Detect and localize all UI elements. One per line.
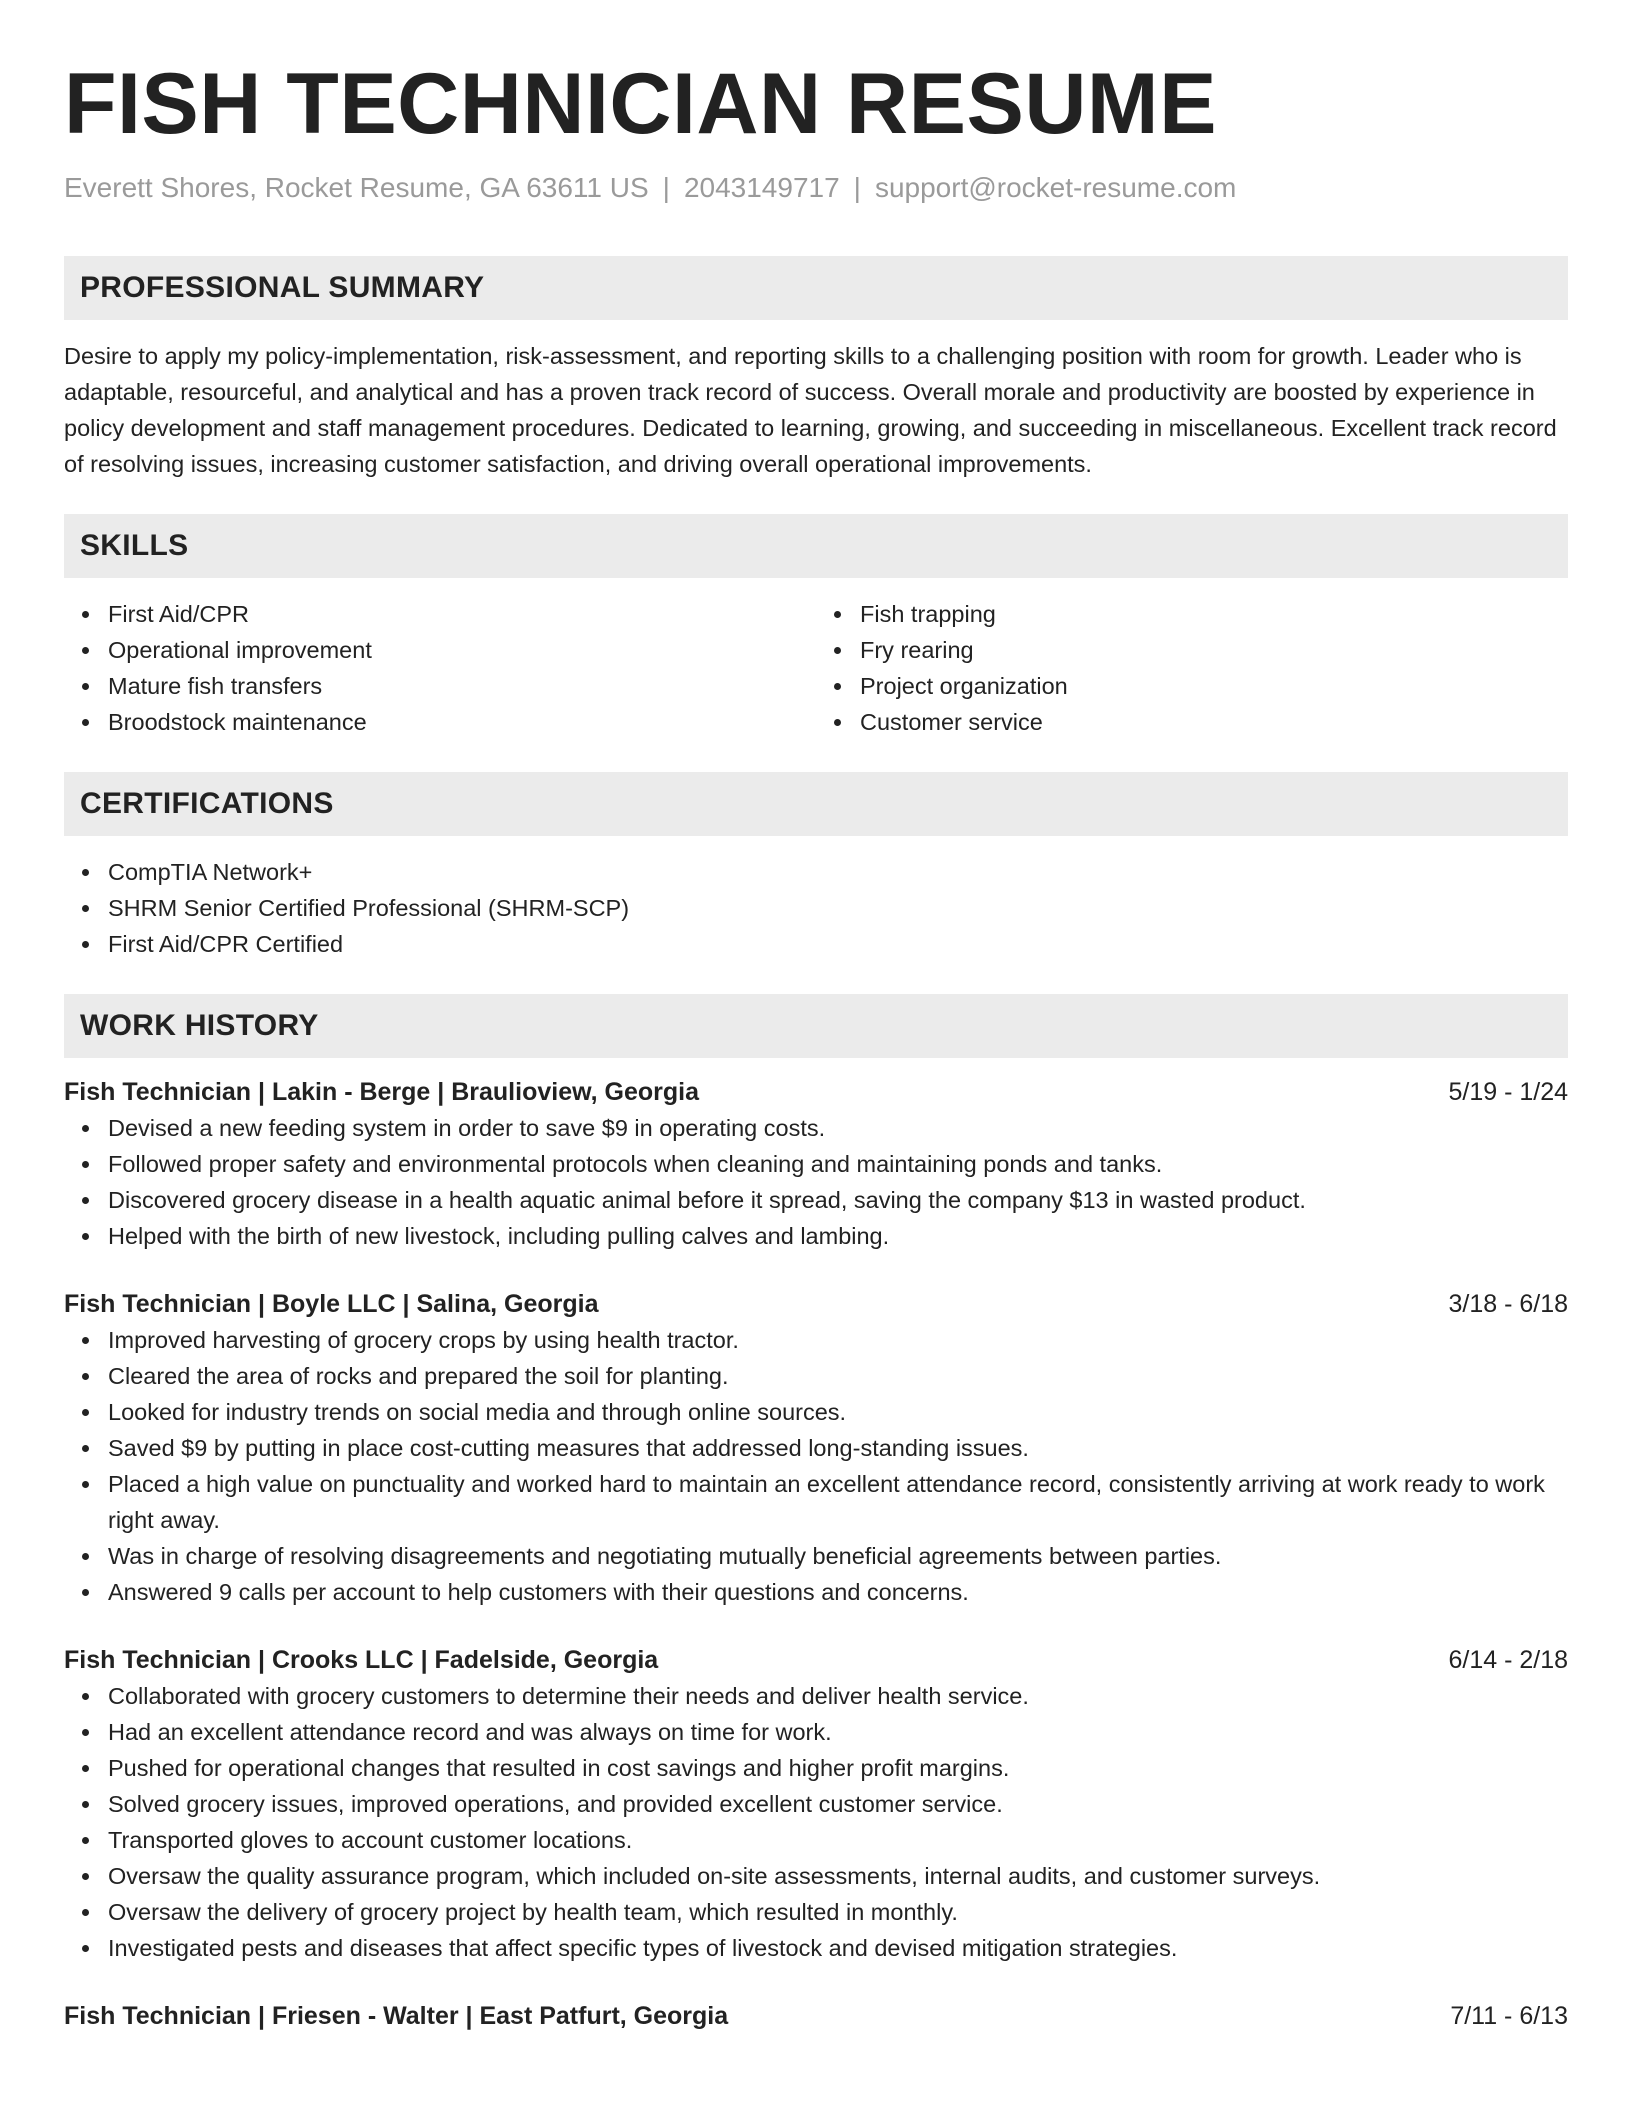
job-dates: 5/19 - 1/24 [1448, 1078, 1568, 1106]
list-item: Pushed for operational changes that resulted in cost savings and higher profit margins. [64, 1750, 1568, 1786]
resume-title: FISH TECHNICIAN RESUME [64, 56, 1217, 152]
contact-separator: | [853, 172, 861, 203]
list-item: Improved harvesting of grocery crops by using health tractor. [64, 1322, 1568, 1358]
list-item: Solved grocery issues, improved operations, and provided excellent customer service. [64, 1786, 1568, 1822]
skills-list-left [64, 596, 816, 740]
job-bullets [64, 1678, 1568, 1966]
section-header-summary: PROFESSIONAL SUMMARY [64, 256, 1568, 320]
job-title: Fish Technician | Crooks LLC | Fadelside, Georgia [64, 1646, 659, 1674]
skills-list-right [816, 596, 1568, 740]
list-item: CompTIA Network+ [64, 854, 1568, 890]
list-item: Customer service [816, 704, 1568, 740]
summary-text: Desire to apply my policy-implementation, risk-assessment, and reporting skills to a challenging position with room for growth. Leader who is adaptable, resourceful, and analytical and has a proven track record of success. Overall morale and productivity are boosted by experience in policy development and staff management procedures. Dedicated to learning, growing, and succeeding in miscellaneous. Excellent track record of resolving issues, increasing customer satisfaction, and driving overall operational improvements. [64, 343, 1557, 477]
contact-separator: | [662, 172, 670, 203]
contact-phone: 2043149717 [683, 172, 840, 203]
list-item: Cleared the area of rocks and prepared the soil for planting. [64, 1358, 1568, 1394]
section-header-skills: SKILLS [64, 514, 1568, 578]
skills-grid [64, 596, 1568, 740]
job-entry [64, 1642, 1568, 1966]
job-entry [64, 1286, 1568, 1610]
list-item: First Aid/CPR Certified [64, 926, 1568, 962]
job-entry [64, 1998, 1568, 2034]
contact-email: support@rocket-resume.com [874, 172, 1237, 203]
job-dates: 7/11 - 6/13 [1450, 2002, 1568, 2030]
job-dates: 3/18 - 6/18 [1448, 1290, 1568, 1318]
job-dates: 6/14 - 2/18 [1448, 1646, 1568, 1674]
list-item: Investigated pests and diseases that affect specific types of livestock and devised mitigation strategies. [64, 1930, 1568, 1966]
job-bullets [64, 1322, 1568, 1610]
list-item: Had an excellent attendance record and was always on time for work. [64, 1714, 1568, 1750]
list-item: Operational improvement [64, 632, 816, 668]
list-item: Mature fish transfers [64, 668, 816, 704]
job-header [64, 1074, 1568, 1110]
section-header-work-history: WORK HISTORY [64, 994, 1568, 1058]
list-item: Collaborated with grocery customers to determine their needs and deliver health service. [64, 1678, 1568, 1714]
list-item: Saved $9 by putting in place cost-cutting measures that addressed long-standing issues. [64, 1430, 1568, 1466]
list-item: Fish trapping [816, 596, 1568, 632]
list-item: Discovered grocery disease in a health aquatic animal before it spread, saving the company $13 in wasted product. [64, 1182, 1568, 1218]
list-item: Oversaw the quality assurance program, which included on-site assessments, internal audits, and customer surveys. [64, 1858, 1568, 1894]
list-item: Devised a new feeding system in order to save $9 in operating costs. [64, 1110, 1568, 1146]
list-item: Fry rearing [816, 632, 1568, 668]
list-item: Oversaw the delivery of grocery project by health team, which resulted in monthly. [64, 1894, 1568, 1930]
contact-line [64, 170, 1568, 206]
list-item: Answered 9 calls per account to help customers with their questions and concerns. [64, 1574, 1568, 1610]
job-header [64, 1998, 1568, 2034]
list-item: SHRM Senior Certified Professional (SHRM-SCP) [64, 890, 1568, 926]
job-entry [64, 1074, 1568, 1254]
list-item: First Aid/CPR [64, 596, 816, 632]
list-item: Looked for industry trends on social media and through online sources. [64, 1394, 1568, 1430]
list-item: Placed a high value on punctuality and worked hard to maintain an excellent attendance record, consistently arriving at work ready to work right away. [64, 1466, 1568, 1538]
job-title: Fish Technician | Lakin - Berge | Braulioview, Georgia [64, 1078, 699, 1106]
job-bullets [64, 1110, 1568, 1254]
job-title: Fish Technician | Friesen - Walter | East Patfurt, Georgia [64, 2002, 729, 2030]
job-header [64, 1286, 1568, 1322]
list-item: Broodstock maintenance [64, 704, 816, 740]
list-item: Helped with the birth of new livestock, including pulling calves and lambing. [64, 1218, 1568, 1254]
list-item: Transported gloves to account customer locations. [64, 1822, 1568, 1858]
list-item: Project organization [816, 668, 1568, 704]
job-title: Fish Technician | Boyle LLC | Salina, Georgia [64, 1290, 599, 1318]
job-header [64, 1642, 1568, 1678]
certifications-list [64, 854, 1568, 962]
section-header-certifications: CERTIFICATIONS [64, 772, 1568, 836]
contact-address: Everett Shores, Rocket Resume, GA 63611 US [64, 172, 649, 203]
list-item: Was in charge of resolving disagreements and negotiating mutually beneficial agreements between parties. [64, 1538, 1568, 1574]
list-item: Followed proper safety and environmental protocols when cleaning and maintaining ponds and tanks. [64, 1146, 1568, 1182]
